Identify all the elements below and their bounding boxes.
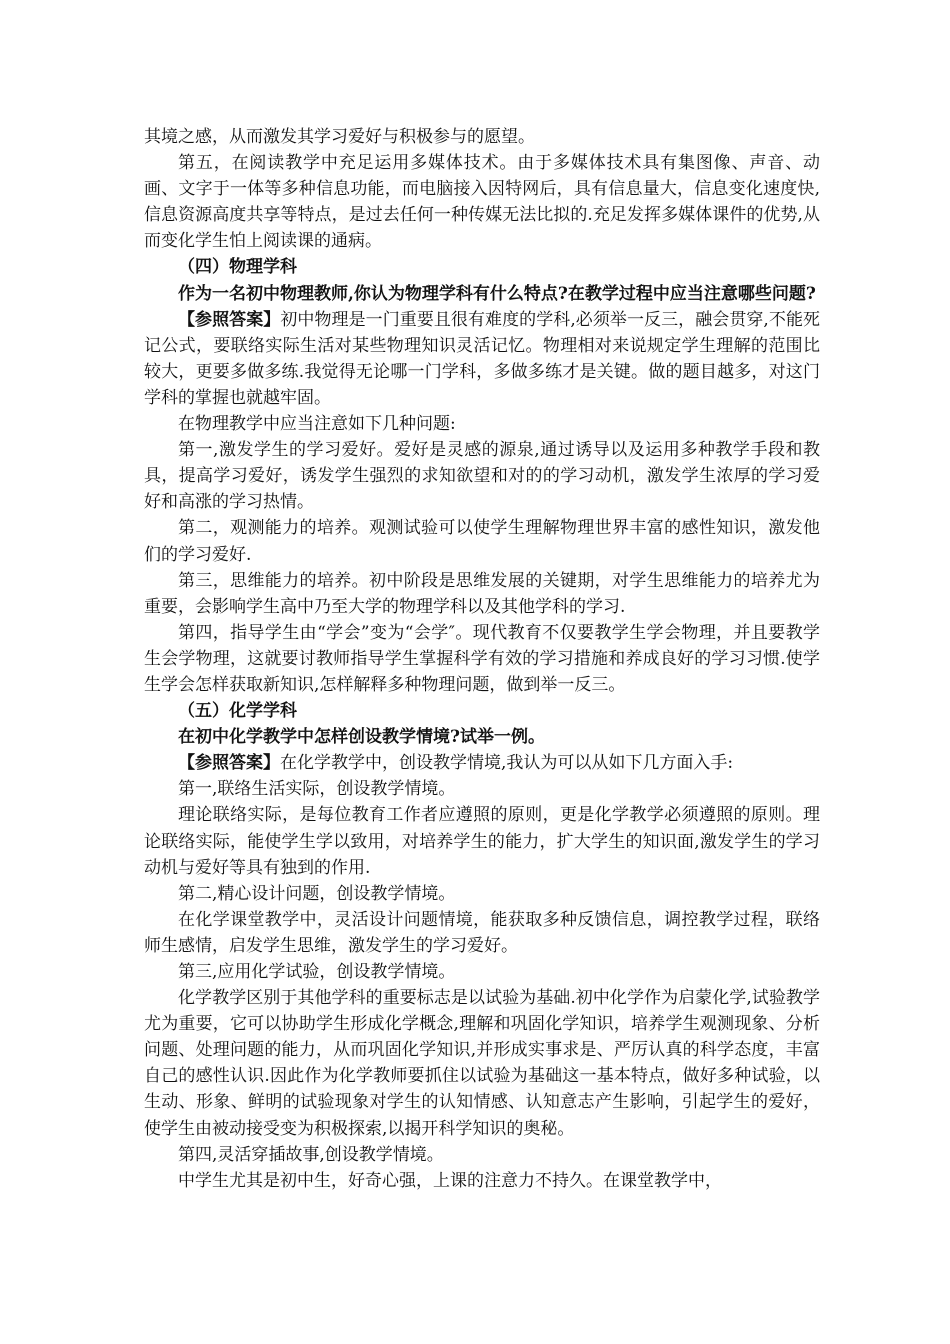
section-heading-physics: （四）物理学科 bbox=[178, 257, 297, 278]
paragraph-chemistry-point-1-body: 理论联络实际，是每位教育工作者应遵照的原则，更是化学教学必须遵照的原则。理论联络实际，能使学生学以致用，对培养学生的能力，扩大学生的知识面,激发学生的学习动机与爱好等具有独到的作用. bbox=[144, 805, 820, 878]
answer-label: 【参照答案】 bbox=[178, 753, 280, 774]
answer-physics bbox=[144, 307, 820, 411]
paragraph-chemistry-point-4: 第四,灵活穿插故事,创设教学情境。 bbox=[178, 1144, 444, 1165]
section-heading-chemistry: （五）化学学科 bbox=[178, 701, 297, 722]
paragraph-multimedia: 第五，在阅读教学中充足运用多媒体技术。由于多媒体技术具有集图像、声音、动画、文字于一体等多种信息功能，而电脑接入因特网后，具有信息量大，信息变化速度快,信息资源高度共享等特点，是过去任何一种传媒无法比拟的.充足发挥多媒体课件的优势,从而变化学生怕上阅读课的通病。 bbox=[144, 153, 820, 252]
question-physics: 作为一名初中物理教师,你认为物理学科有什么特点?在教学过程中应当注意哪些问题? bbox=[178, 283, 816, 304]
paragraph-chemistry-point-4-body: 中学生尤其是初中生，好奇心强，上课的注意力不持久。在课堂教学中， bbox=[178, 1170, 722, 1191]
question-chemistry: 在初中化学教学中怎样创设教学情境?试举一例。 bbox=[178, 727, 545, 748]
paragraph-chemistry-point-3: 第三,应用化学试验，创设教学情境。 bbox=[178, 962, 456, 982]
answer-chemistry-text: 在化学教学中，创设教学情境,我认为可以从如下几方面入手: bbox=[280, 753, 734, 774]
paragraph-intro-continuation: 其境之感，从而激发其学习爱好与积极参与的愿望。 bbox=[144, 127, 535, 147]
paragraph-physics-point-2: 第二，观测能力的培养。观测试验可以使学生理解物理世界丰富的感性知识，激发他们的学习爱好. bbox=[144, 518, 820, 565]
paragraph-chemistry-point-2: 第二,精心设计问题，创设教学情境。 bbox=[178, 883, 456, 904]
paragraph-chemistry-point-3-body: 化学教学区别于其他学科的重要标志是以试验为基础.初中化学作为启蒙化学,试验教学尤为重要，它可以协助学生形成化学概念,理解和巩固化学知识，培养学生观测现象、分析问题、处理问题的能力，从而巩固化学知识,并形成实事求是、严厉认真的科学态度，丰富自己的感性认识.因此作为化学教师要抓住以试验为基础这一基本特点，做好多种试验，以生动、形象、鲜明的试验现象对学生的认知情感、认知意志产生影响，引起学生的爱好，使学生由被动接受变为积极探索,以揭开科学知识的奥秘。 bbox=[144, 988, 820, 1139]
paragraph-chemistry-point-1: 第一,联络生活实际，创设教学情境。 bbox=[178, 779, 456, 800]
answer-label: 【参照答案】 bbox=[178, 309, 281, 330]
paragraph-physics-point-4: 第四，指导学生由“学会”变为“会学″。现代教育不仅要教学生学会物理，并且要教学生会学物理，这就要讨教师指导学生掌握科学有效的学习措施和养成良好的学习习惯.使学生学会怎样获取新知识,怎样解释多种物理问题，做到举一反三。 bbox=[144, 622, 820, 695]
paragraph-physics-issues-intro: 在物理教学中应当注意如下几种问题: bbox=[178, 414, 456, 435]
paragraph-physics-point-1: 第一,激发学生的学习爱好。爱好是灵感的源泉,通过诱导以及运用多种教学手段和教具，提高学习爱好，诱发学生强烈的求知欲望和对的的学习动机，激发学生浓厚的学习爱好和高涨的学习热情。 bbox=[144, 440, 820, 513]
answer-chemistry bbox=[144, 750, 820, 776]
answer-physics-text: 初中物理是一门重要且很有难度的学科,必须举一反三，融会贯穿,不能死记公式，要联络实际生活对某些物理知识灵活记忆。物理相对来说规定学生理解的范围比较大，更要多做多练.我觉得无论哪一门学科，多做多练才是关键。做的题目越多，对这门学科的掌握也就越牢固。 bbox=[144, 309, 821, 408]
document-page bbox=[144, 124, 820, 1194]
paragraph-physics-point-3: 第三，思维能力的培养。初中阶段是思维发展的关键期，对学生思维能力的培养尤为重要，会影响学生高中乃至大学的物理学科以及其他学科的学习. bbox=[144, 570, 820, 617]
paragraph-chemistry-point-2-body: 在化学课堂教学中，灵活设计问题情境，能获取多种反馈信息，调控教学过程，联络师生感情，启发学生思维，激发学生的学习爱好。 bbox=[144, 909, 820, 956]
